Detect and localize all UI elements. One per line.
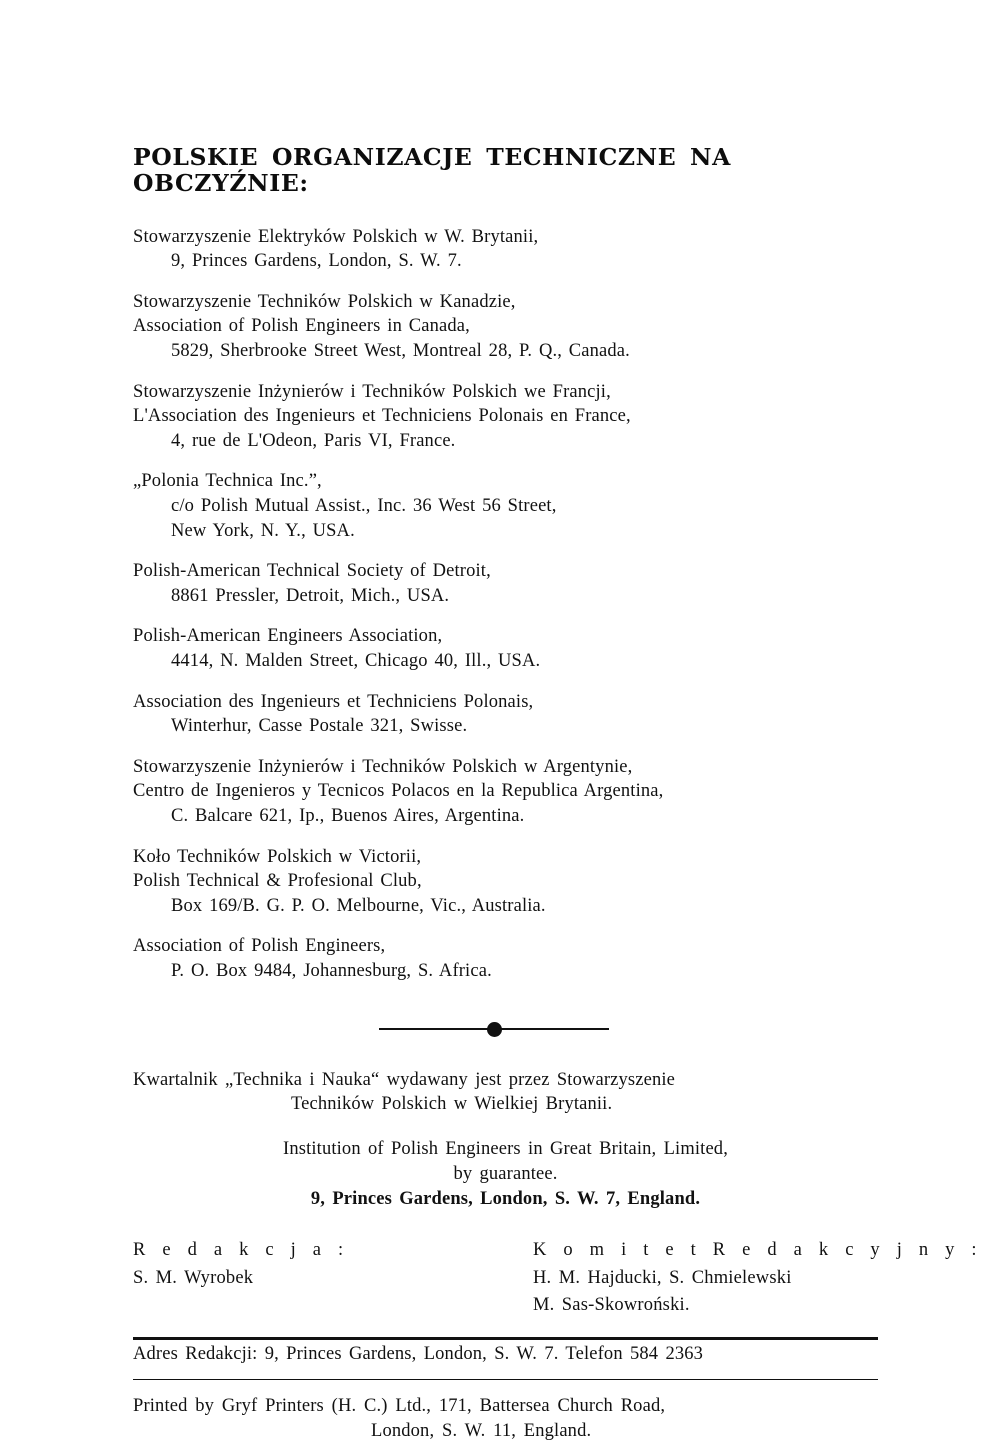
organization-line: L'Association des Ingenieurs et Techniciens Polonais en France,: [133, 406, 631, 427]
quarterly-line-1: Kwartalnik „Technika i Nauka“ wydawany jest przez Stowarzyszenie: [133, 1069, 676, 1090]
divider-dot-icon: [487, 1022, 502, 1037]
printer-line-2: London, S. W. 11, England.: [371, 1421, 592, 1442]
credits-block: [133, 1237, 980, 1329]
organization-line: Koło Techników Polskich w Victorii,: [133, 846, 422, 867]
organization-entry: [133, 934, 878, 983]
organization-entry: [133, 845, 878, 919]
organization-line: Polish-American Engineers Association,: [133, 626, 443, 647]
section-divider-ornament: [133, 1018, 878, 1038]
organization-entry: [133, 690, 878, 739]
organization-entry: [133, 755, 878, 829]
organization-line: 5829, Sherbrooke Street West, Montreal 28, P. Q., Canada.: [171, 341, 630, 362]
editorial-label: R e d a k c j a :: [133, 1240, 347, 1261]
organization-entry: [133, 559, 878, 608]
printer-line-1: Printed by Gryf Printers (H. C.) Ltd., 171, Battersea Church Road,: [133, 1396, 666, 1417]
editorial-column: [133, 1237, 493, 1292]
organization-line: 4414, N. Malden Street, Chicago 40, Ill., USA.: [171, 651, 541, 671]
committee-column: [533, 1237, 1000, 1318]
organization-entry: [133, 624, 878, 673]
organization-line: Association of Polish Engineers,: [133, 936, 386, 957]
committee-member-line-1: H. M. Hajducki, S. Chmielewski: [533, 1268, 792, 1289]
organization-line: Stowarzyszenie Elektryków Polskich w W. Brytanii,: [133, 226, 539, 247]
page-title: POLSKIE ORGANIZACJE TECHNICZNE NA OBCZYŹNIE:: [133, 143, 731, 197]
organization-line: Polish-American Technical Society of Detroit,: [133, 561, 491, 582]
quarterly-line-2: Techników Polskich w Wielkiej Brytanii.: [291, 1094, 613, 1115]
organization-line: Stowarzyszenie Inżynierów i Techników Polskich we Francji,: [133, 381, 611, 402]
organization-entry: [133, 380, 878, 454]
organization-line: Centro de Ingenieros y Tecnicos Polacos en la Republica Argentina,: [133, 781, 664, 802]
committee-member-line-2: M. Sas-Skowroński.: [533, 1295, 690, 1315]
organization-line: „Polonia Technica Inc.”,: [133, 471, 322, 492]
organization-line: c/o Polish Mutual Assist., Inc. 36 West 56 Street,: [171, 496, 557, 517]
organization-line: Association des Ingenieurs et Techniciens Polonais,: [133, 691, 534, 712]
institution-line-1: Institution of Polish Engineers in Great Britain, Limited,: [283, 1139, 728, 1160]
organization-line: Polish Technical & Profesional Club,: [133, 871, 422, 892]
page-content: [133, 143, 980, 1444]
footer-rule-thin: [133, 1379, 878, 1380]
organization-line: Stowarzyszenie Inżynierów i Techników Polskich w Argentynie,: [133, 756, 633, 777]
organization-line: 4, rue de L'Odeon, Paris VI, France.: [171, 430, 456, 451]
institution-line-2: by guarantee.: [453, 1163, 558, 1184]
organization-entry: [133, 290, 878, 364]
organization-line: New York, N. Y., USA.: [171, 520, 355, 541]
editorial-address: Adres Redakcji: 9, Princes Gardens, London, S. W. 7. Telefon 584 2363: [133, 1344, 704, 1365]
organization-line: Winterhur, Casse Postale 321, Swisse.: [171, 716, 468, 737]
committee-label: K o m i t e t R e d a k c y j n y :: [533, 1240, 980, 1261]
quarterly-note: [133, 1068, 878, 1118]
organization-entry: [133, 225, 878, 274]
organization-entry: [133, 469, 878, 543]
printer-block: [133, 1390, 878, 1444]
organization-line: 9, Princes Gardens, London, S. W. 7.: [171, 251, 462, 272]
institution-address: 9, Princes Gardens, London, S. W. 7, England.: [310, 1188, 701, 1209]
organization-line: Stowarzyszenie Techników Polskich w Kanadzie,: [133, 291, 516, 312]
organization-line: 8861 Pressler, Detroit, Mich., USA.: [171, 585, 450, 606]
organization-line: Box 169/B. G. P. O. Melbourne, Vic., Australia.: [171, 895, 546, 916]
organization-line: Association of Polish Engineers in Canada,: [133, 316, 470, 337]
editor-name: S. M. Wyrobek: [133, 1268, 254, 1289]
organization-list: [133, 225, 878, 984]
institution-block: [133, 1137, 878, 1211]
organization-line: C. Balcare 621, Ip., Buenos Aires, Argentina.: [171, 805, 525, 826]
organization-line: P. O. Box 9484, Johannesburg, S. Africa.: [171, 960, 492, 981]
